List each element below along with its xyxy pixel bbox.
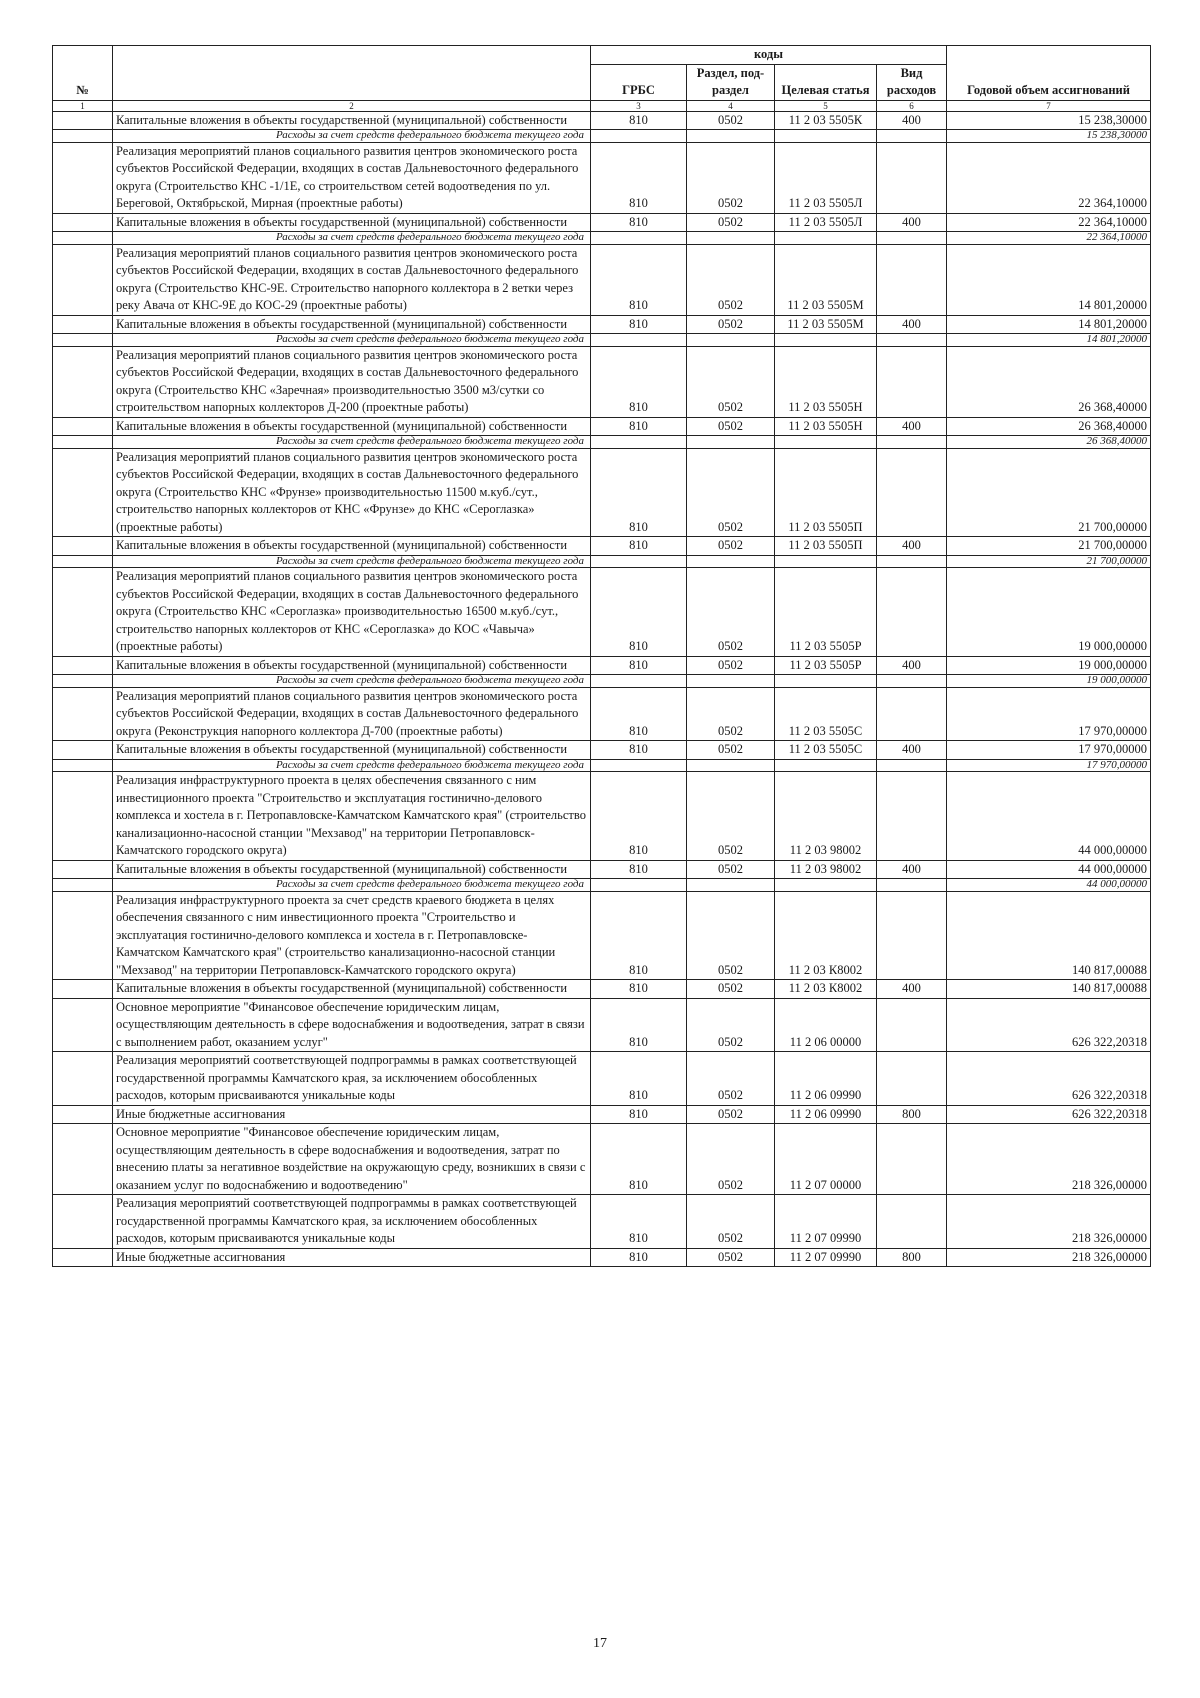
- table-row: [53, 448, 1151, 537]
- col-number: 2: [113, 100, 591, 111]
- row-num-cell: [53, 436, 113, 449]
- funding-source-amount: 21 700,00000: [947, 555, 1151, 568]
- grbs-code: 810: [591, 244, 687, 315]
- row-num-cell: [53, 1248, 113, 1267]
- funding-source-amount: 19 000,00000: [947, 675, 1151, 688]
- target-code: 11 2 03 5505М: [775, 244, 877, 315]
- grbs-code: 810: [591, 315, 687, 334]
- column-number-row: [53, 100, 1151, 111]
- table-row: [53, 1052, 1151, 1106]
- grbs-code: 810: [591, 741, 687, 760]
- section-cell: [687, 232, 775, 245]
- item-name: Основное мероприятие "Финансовое обеспечение юридическим лицам, осуществляющим деятельность в сфере водоснабжения и водоотведения, затрат в связи с выполнением работ, оказанием услуг": [113, 998, 591, 1052]
- col-number: 3: [591, 100, 687, 111]
- item-name: Реализация мероприятий соответствующей подпрограммы в рамках соответствующей государственной программы Камчатского края, за исключением обособленных расходов, которым присваиваются уникальные коды: [113, 1052, 591, 1106]
- row-num-cell: [53, 860, 113, 879]
- col-number: 6: [877, 100, 947, 111]
- expense-type-code: 400: [877, 111, 947, 130]
- row-num-cell: [53, 891, 113, 980]
- annual-amount: 44 000,00000: [947, 772, 1151, 861]
- target-cell: [775, 130, 877, 143]
- type-cell: [877, 130, 947, 143]
- section-code: 0502: [687, 568, 775, 657]
- grbs-code: 810: [591, 860, 687, 879]
- funding-source-label: Расходы за счет средств федерального бюджета текущего года: [113, 436, 591, 449]
- section-cell: [687, 759, 775, 772]
- item-name: Иные бюджетные ассигнования: [113, 1248, 591, 1267]
- annual-amount: 17 970,00000: [947, 687, 1151, 741]
- funding-source-amount: 44 000,00000: [947, 879, 1151, 892]
- section-code: 0502: [687, 772, 775, 861]
- grbs-code: 810: [591, 448, 687, 537]
- table-row: [53, 244, 1151, 315]
- expense-type-code: [877, 568, 947, 657]
- grbs-code: 810: [591, 891, 687, 980]
- target-cell: [775, 675, 877, 688]
- target-code: 11 2 07 00000: [775, 1124, 877, 1195]
- target-cell: [775, 232, 877, 245]
- col-number: 1: [53, 100, 113, 111]
- annual-amount: 218 326,00000: [947, 1195, 1151, 1249]
- expense-type-code: 400: [877, 315, 947, 334]
- annual-amount: 218 326,00000: [947, 1124, 1151, 1195]
- grbs-code: 810: [591, 213, 687, 232]
- table-row: [53, 111, 1151, 130]
- col-number: 7: [947, 100, 1151, 111]
- expense-type-code: 400: [877, 213, 947, 232]
- page-number: 17: [593, 1636, 607, 1651]
- annual-amount: 17 970,00000: [947, 741, 1151, 760]
- item-name: Капитальные вложения в объекты государственной (муниципальной) собственности: [113, 656, 591, 675]
- table-row: [53, 417, 1151, 436]
- type-cell: [877, 436, 947, 449]
- row-num-cell: [53, 980, 113, 999]
- expense-type-code: 400: [877, 860, 947, 879]
- item-name: Иные бюджетные ассигнования: [113, 1105, 591, 1124]
- target-cell: [775, 555, 877, 568]
- annual-amount: 140 817,00088: [947, 891, 1151, 980]
- funding-source-row: [53, 232, 1151, 245]
- section-cell: [687, 436, 775, 449]
- section-code: 0502: [687, 142, 775, 213]
- grbs-code: 810: [591, 111, 687, 130]
- annual-amount: 15 238,30000: [947, 111, 1151, 130]
- funding-source-amount: 26 368,40000: [947, 436, 1151, 449]
- funding-source-label: Расходы за счет средств федерального бюджета текущего года: [113, 879, 591, 892]
- target-code: 11 2 03 5505М: [775, 315, 877, 334]
- row-num-cell: [53, 1124, 113, 1195]
- funding-source-row: [53, 334, 1151, 347]
- section-code: 0502: [687, 315, 775, 334]
- section-cell: [687, 334, 775, 347]
- funding-source-row: [53, 555, 1151, 568]
- target-code: 11 2 03 5505Н: [775, 346, 877, 417]
- col-number: 5: [775, 100, 877, 111]
- grbs-cell: [591, 675, 687, 688]
- type-cell: [877, 232, 947, 245]
- row-num-cell: [53, 759, 113, 772]
- section-code: 0502: [687, 687, 775, 741]
- grbs-cell: [591, 759, 687, 772]
- target-cell: [775, 879, 877, 892]
- target-code: 11 2 03 5505С: [775, 741, 877, 760]
- expense-type-code: 400: [877, 417, 947, 436]
- grbs-code: 810: [591, 417, 687, 436]
- section-code: 0502: [687, 1124, 775, 1195]
- table-header: [53, 46, 1151, 112]
- grbs-cell: [591, 334, 687, 347]
- target-code: 11 2 03 5505Л: [775, 142, 877, 213]
- annual-amount: 626 322,20318: [947, 998, 1151, 1052]
- item-name: Капитальные вложения в объекты государственной (муниципальной) собственности: [113, 111, 591, 130]
- grbs-code: 810: [591, 772, 687, 861]
- target-code: 11 2 07 09990: [775, 1195, 877, 1249]
- grbs-code: 810: [591, 1195, 687, 1249]
- grbs-code: 810: [591, 568, 687, 657]
- expense-type-code: [877, 772, 947, 861]
- target-cell: [775, 436, 877, 449]
- grbs-code: 810: [591, 142, 687, 213]
- item-name: Капитальные вложения в объекты государственной (муниципальной) собственности: [113, 980, 591, 999]
- item-name: Реализация инфраструктурного проекта за счет средств краевого бюджета в целях обеспечения связанного с ним инвестиционного проекта "Строительство и эксплуатация гостинично-делового комплекса и хостела в г. Петропавловске-Камчатском Камчатского края" (строительство канализационно-насосной станции "Мехзавод" на территории Петропавловск-Камчатского городского округа): [113, 891, 591, 980]
- expense-type-code: [877, 142, 947, 213]
- row-num-cell: [53, 772, 113, 861]
- expense-type-code: 400: [877, 656, 947, 675]
- annual-amount: 22 364,10000: [947, 213, 1151, 232]
- type-cell: [877, 675, 947, 688]
- row-num-cell: [53, 315, 113, 334]
- annual-amount: 19 000,00000: [947, 568, 1151, 657]
- grbs-cell: [591, 232, 687, 245]
- annual-amount: 21 700,00000: [947, 537, 1151, 556]
- funding-source-label: Расходы за счет средств федерального бюджета текущего года: [113, 759, 591, 772]
- grbs-code: 810: [591, 1248, 687, 1267]
- funding-source-amount: 22 364,10000: [947, 232, 1151, 245]
- annual-amount: 21 700,00000: [947, 448, 1151, 537]
- row-num-cell: [53, 346, 113, 417]
- expense-type-code: [877, 687, 947, 741]
- target-code: 11 2 07 09990: [775, 1248, 877, 1267]
- target-code: 11 2 03 К8002: [775, 980, 877, 999]
- target-cell: [775, 759, 877, 772]
- row-num-cell: [53, 568, 113, 657]
- row-num-cell: [53, 213, 113, 232]
- item-name: Капитальные вложения в объекты государственной (муниципальной) собственности: [113, 213, 591, 232]
- expense-type-code: [877, 346, 947, 417]
- row-num-cell: [53, 111, 113, 130]
- section-code: 0502: [687, 1195, 775, 1249]
- section-code: 0502: [687, 998, 775, 1052]
- table-row: [53, 142, 1151, 213]
- item-name: Реализация мероприятий планов социального развития центров экономического роста субъектов Российской Федерации, входящих в состав Дальневосточного федерального округа (Строительство КНС «Фрунзе» производительностью 11500 м.куб./сут., строительство напорных коллекторов от КНС «Фрунзе» до КНС «Сероглазка» (проектные работы): [113, 448, 591, 537]
- annual-amount: 19 000,00000: [947, 656, 1151, 675]
- annual-amount: 218 326,00000: [947, 1248, 1151, 1267]
- table-row: [53, 1248, 1151, 1267]
- row-num-cell: [53, 130, 113, 143]
- table-row: [53, 860, 1151, 879]
- funding-source-row: [53, 759, 1151, 772]
- funding-source-label: Расходы за счет средств федерального бюджета текущего года: [113, 232, 591, 245]
- grbs-code: 810: [591, 980, 687, 999]
- section-cell: [687, 555, 775, 568]
- row-num-cell: [53, 555, 113, 568]
- funding-source-amount: 15 238,30000: [947, 130, 1151, 143]
- expense-type-code: 400: [877, 980, 947, 999]
- type-cell: [877, 879, 947, 892]
- section-code: 0502: [687, 346, 775, 417]
- annual-amount: 626 322,20318: [947, 1105, 1151, 1124]
- row-num-cell: [53, 687, 113, 741]
- expense-type-code: [877, 448, 947, 537]
- expense-type-code: 400: [877, 741, 947, 760]
- target-code: 11 2 03 5505П: [775, 448, 877, 537]
- target-code: 11 2 03 5505Н: [775, 417, 877, 436]
- budget-table: [52, 45, 1151, 1267]
- expense-type-code: [877, 891, 947, 980]
- grbs-code: 810: [591, 687, 687, 741]
- row-num-cell: [53, 142, 113, 213]
- target-code: 11 2 03 98002: [775, 772, 877, 861]
- funding-source-amount: 14 801,20000: [947, 334, 1151, 347]
- target-code: 11 2 06 00000: [775, 998, 877, 1052]
- annual-amount: 26 368,40000: [947, 417, 1151, 436]
- item-name: Основное мероприятие "Финансовое обеспечение юридическим лицам, осуществляющим деятельность в сфере водоснабжения и водоотведения, затрат по внесению платы за негативное воздействие на окружающую среду, возникших в связи с оказанием услуг по водоснабжению и водоотведению": [113, 1124, 591, 1195]
- header-name: [113, 46, 591, 101]
- header-codes: коды: [591, 46, 947, 65]
- section-code: 0502: [687, 213, 775, 232]
- row-num-cell: [53, 1052, 113, 1106]
- table-row: [53, 346, 1151, 417]
- target-code: 11 2 03 5505С: [775, 687, 877, 741]
- row-num-cell: [53, 334, 113, 347]
- row-num-cell: [53, 244, 113, 315]
- table-row: [53, 772, 1151, 861]
- funding-source-label: Расходы за счет средств федерального бюджета текущего года: [113, 334, 591, 347]
- expense-type-code: 800: [877, 1105, 947, 1124]
- funding-source-row: [53, 130, 1151, 143]
- annual-amount: 14 801,20000: [947, 244, 1151, 315]
- funding-source-amount: 17 970,00000: [947, 759, 1151, 772]
- row-num-cell: [53, 417, 113, 436]
- table-row: [53, 213, 1151, 232]
- annual-amount: 626 322,20318: [947, 1052, 1151, 1106]
- table-row: [53, 1105, 1151, 1124]
- table-row: [53, 980, 1151, 999]
- table-row: [53, 656, 1151, 675]
- table-row: [53, 891, 1151, 980]
- grbs-code: 810: [591, 656, 687, 675]
- table-row: [53, 998, 1151, 1052]
- item-name: Капитальные вложения в объекты государственной (муниципальной) собственности: [113, 860, 591, 879]
- target-code: 11 2 03 5505К: [775, 111, 877, 130]
- row-num-cell: [53, 998, 113, 1052]
- expense-type-code: 800: [877, 1248, 947, 1267]
- section-code: 0502: [687, 448, 775, 537]
- row-num-cell: [53, 232, 113, 245]
- section-cell: [687, 675, 775, 688]
- table-row: [53, 315, 1151, 334]
- section-code: 0502: [687, 891, 775, 980]
- target-code: 11 2 06 09990: [775, 1052, 877, 1106]
- section-cell: [687, 879, 775, 892]
- row-num-cell: [53, 1195, 113, 1249]
- table-row: [53, 687, 1151, 741]
- grbs-cell: [591, 555, 687, 568]
- section-code: 0502: [687, 656, 775, 675]
- grbs-code: 810: [591, 1105, 687, 1124]
- target-code: 11 2 03 К8002: [775, 891, 877, 980]
- annual-amount: 14 801,20000: [947, 315, 1151, 334]
- grbs-cell: [591, 436, 687, 449]
- grbs-code: 810: [591, 1052, 687, 1106]
- item-name: Капитальные вложения в объекты государственной (муниципальной) собственности: [113, 315, 591, 334]
- funding-source-row: [53, 675, 1151, 688]
- table-row: [53, 1124, 1151, 1195]
- annual-amount: 22 364,10000: [947, 142, 1151, 213]
- row-num-cell: [53, 656, 113, 675]
- target-cell: [775, 334, 877, 347]
- row-num-cell: [53, 1105, 113, 1124]
- item-name: Реализация мероприятий планов социального развития центров экономического роста субъектов Российской Федерации, входящих в состав Дальневосточного федерального округа (Строительство КНС-9Е. Строительство напорного коллектора в 2 ветки через реку Авача от КНС-9Е до КОС-29 (проектные работы): [113, 244, 591, 315]
- section-code: 0502: [687, 860, 775, 879]
- section-code: 0502: [687, 111, 775, 130]
- item-name: Капитальные вложения в объекты государственной (муниципальной) собственности: [113, 741, 591, 760]
- item-name: Капитальные вложения в объекты государственной (муниципальной) собственности: [113, 417, 591, 436]
- section-code: 0502: [687, 537, 775, 556]
- funding-source-label: Расходы за счет средств федерального бюджета текущего года: [113, 675, 591, 688]
- expense-type-code: [877, 244, 947, 315]
- annual-amount: 140 817,00088: [947, 980, 1151, 999]
- item-name: Реализация мероприятий планов социального развития центров экономического роста субъектов Российской Федерации, входящих в состав Дальневосточного федерального округа (Строительство КНС -1/1Е, со строительством сетей водоотведения по ул. Береговой, Октябрьской, Мирная (проектные работы): [113, 142, 591, 213]
- table-row: [53, 537, 1151, 556]
- section-code: 0502: [687, 1105, 775, 1124]
- item-name: Капитальные вложения в объекты государственной (муниципальной) собственности: [113, 537, 591, 556]
- grbs-cell: [591, 130, 687, 143]
- expense-type-code: [877, 1124, 947, 1195]
- grbs-code: 810: [591, 1124, 687, 1195]
- section-code: 0502: [687, 1248, 775, 1267]
- header-type: Вид расходов: [877, 64, 947, 100]
- grbs-cell: [591, 879, 687, 892]
- item-name: Реализация мероприятий планов социального развития центров экономического роста субъектов Российской Федерации, входящих в состав Дальневосточного федерального округа (Реконструкция напорного коллектора Д-700 (проектные работы): [113, 687, 591, 741]
- row-num-cell: [53, 537, 113, 556]
- funding-source-row: [53, 879, 1151, 892]
- table-row: [53, 1195, 1151, 1249]
- header-section: Раздел, под-раздел: [687, 64, 775, 100]
- target-code: 11 2 03 98002: [775, 860, 877, 879]
- header-annual: Годовой объем ассигнований: [947, 46, 1151, 101]
- target-code: 11 2 03 5505П: [775, 537, 877, 556]
- section-cell: [687, 130, 775, 143]
- header-num: №: [53, 46, 113, 101]
- row-num-cell: [53, 448, 113, 537]
- row-num-cell: [53, 675, 113, 688]
- grbs-code: 810: [591, 998, 687, 1052]
- table-row: [53, 741, 1151, 760]
- section-code: 0502: [687, 417, 775, 436]
- expense-type-code: [877, 998, 947, 1052]
- funding-source-label: Расходы за счет средств федерального бюджета текущего года: [113, 555, 591, 568]
- funding-source-row: [53, 436, 1151, 449]
- item-name: Реализация инфраструктурного проекта в целях обеспечения связанного с ним инвестиционного проекта "Строительство и эксплуатация гостинично-делового комплекса и хостела в г. Петропавловске-Камчатском Камчатского края" (строительство канализационно-насосной станции "Мехзавод" на территории Петропавловск-Камчатского городского округа): [113, 772, 591, 861]
- row-num-cell: [53, 879, 113, 892]
- expense-type-code: [877, 1195, 947, 1249]
- header-grbs: ГРБС: [591, 64, 687, 100]
- type-cell: [877, 759, 947, 772]
- target-code: 11 2 03 5505Л: [775, 213, 877, 232]
- funding-source-label: Расходы за счет средств федерального бюджета текущего года: [113, 130, 591, 143]
- table-body: [53, 111, 1151, 1267]
- item-name: Реализация мероприятий планов социального развития центров экономического роста субъектов Российской Федерации, входящих в состав Дальневосточного федерального округа (Строительство КНС «Сероглазка» производительностью 16500 м.куб./сут., строительство напорных коллекторов от КНС «Сероглазка» до КОС «Чавыча» (проектные работы): [113, 568, 591, 657]
- section-code: 0502: [687, 1052, 775, 1106]
- annual-amount: 26 368,40000: [947, 346, 1151, 417]
- annual-amount: 44 000,00000: [947, 860, 1151, 879]
- section-code: 0502: [687, 244, 775, 315]
- grbs-code: 810: [591, 346, 687, 417]
- type-cell: [877, 334, 947, 347]
- expense-type-code: [877, 1052, 947, 1106]
- section-code: 0502: [687, 980, 775, 999]
- item-name: Реализация мероприятий планов социального развития центров экономического роста субъектов Российской Федерации, входящих в состав Дальневосточного федерального округа (Строительство КНС «Заречная» производительностью 3500 м3/сутки со строительством напорных коллекторов Д-200 (проектные работы): [113, 346, 591, 417]
- table-row: [53, 568, 1151, 657]
- expense-type-code: 400: [877, 537, 947, 556]
- target-code: 11 2 06 09990: [775, 1105, 877, 1124]
- target-code: 11 2 03 5505Р: [775, 568, 877, 657]
- row-num-cell: [53, 741, 113, 760]
- target-code: 11 2 03 5505Р: [775, 656, 877, 675]
- col-number: 4: [687, 100, 775, 111]
- type-cell: [877, 555, 947, 568]
- section-code: 0502: [687, 741, 775, 760]
- grbs-code: 810: [591, 537, 687, 556]
- header-target: Целевая статья: [775, 64, 877, 100]
- item-name: Реализация мероприятий соответствующей подпрограммы в рамках соответствующей государственной программы Камчатского края, за исключением обособленных расходов, которым присваиваются уникальные коды: [113, 1195, 591, 1249]
